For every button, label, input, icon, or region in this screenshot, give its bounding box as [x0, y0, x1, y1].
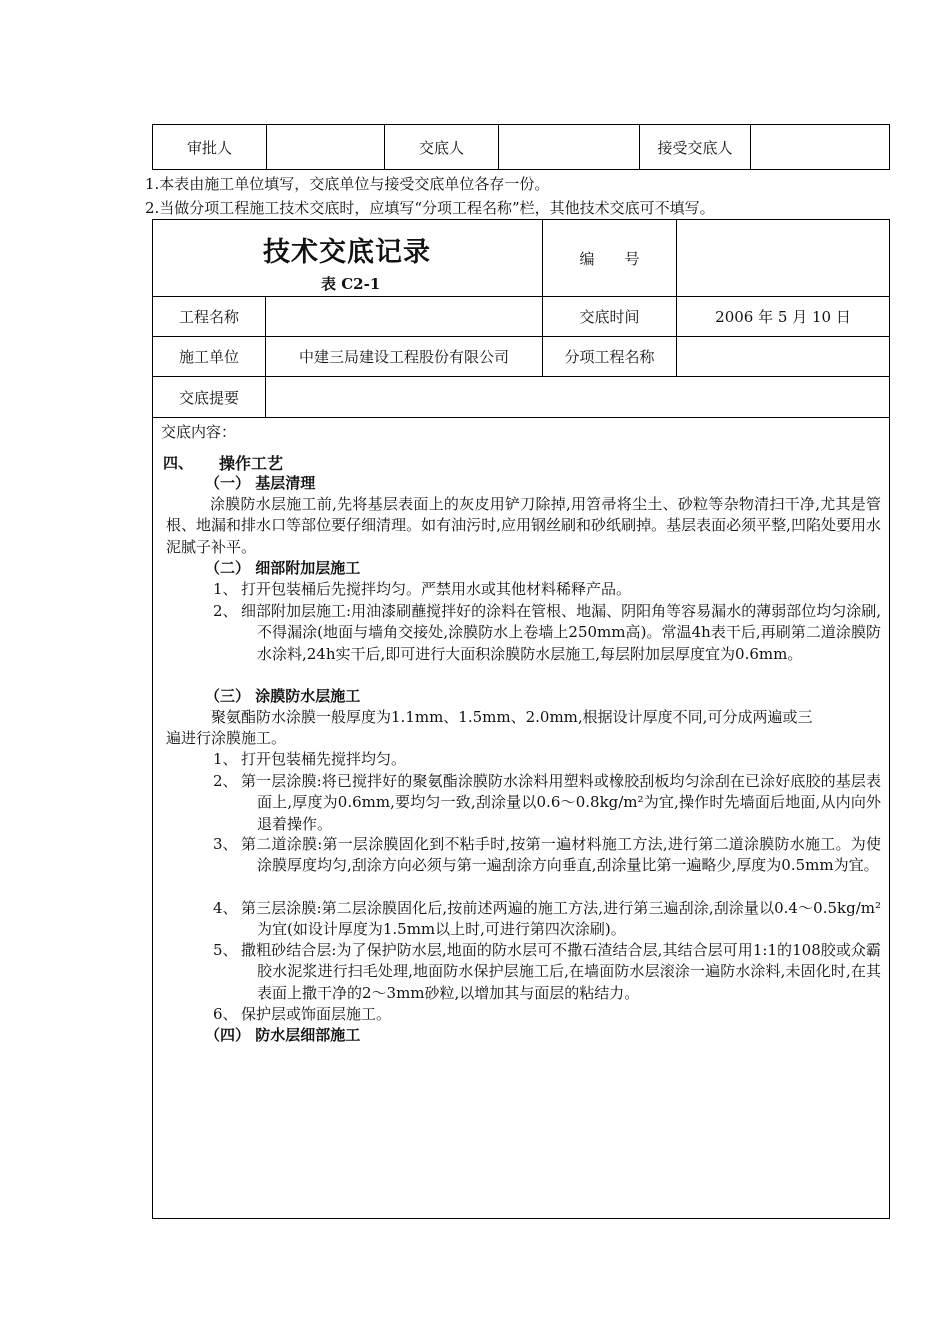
approver-value [267, 125, 385, 170]
subitem-value [677, 337, 890, 377]
list-item-number: 2、 [213, 772, 238, 790]
list-item-text: 第二道涂膜:第一层涂膜固化到不粘手时,按第一遍材料施工方法,进行第二道涂膜防水施工。为使涂膜厚度均匀,刮涂方向必须与第一遍刮涂方向垂直,刮涂量比第一遍略少,厚度为0.5mm为宜。 [241, 835, 881, 875]
signature-table [152, 124, 890, 170]
list-item [213, 601, 881, 665]
content-cell [153, 418, 890, 1219]
list-item [213, 749, 881, 770]
list-item-text: 细部附加层施工:用油漆刷蘸搅拌好的涂料在管根、地漏、阴阳角等容易漏水的薄弱部位均匀涂刷,不得漏涂(地面与墙角交接处,涂膜防水上卷墙上250mm高)。常温4h表干后,再刷第二道涂膜防水涂料,24h实干后,即可进行大面积涂膜防水层施工,每层附加层厚度宜为0.6mm。 [241, 602, 881, 663]
approver-label: 审批人 [153, 125, 267, 170]
subsection-4-title: （四） 防水层细部施工 [205, 1026, 361, 1044]
list-item [213, 940, 881, 1004]
number-label: 编 号 [543, 220, 677, 297]
subsection-2-title: （二） 细部附加层施工 [205, 559, 361, 577]
discloser-value [499, 125, 640, 170]
summary-value [266, 377, 890, 418]
list-item-text: 保护层或饰面层施工。 [241, 1005, 392, 1023]
content-label: 交底内容： [161, 423, 237, 441]
date-label: 交底时间 [543, 297, 677, 337]
list-item [213, 771, 881, 835]
list-item-number: 5、 [213, 941, 238, 959]
form-number: 表 C2-1 [321, 275, 381, 293]
subsection-1-paragraph: 涂膜防水层施工前,先将基层表面上的灰皮用铲刀除掉,用笤帚将尘土、砂粒等杂物清扫干净,尤其是管根、地漏和排水口等部位要仔细清理。如有油污时,应用钢丝刷和砂纸刷掉。基层表面必须平整,凹陷处要用水泥腻子补平。 [166, 495, 881, 556]
list-item-text: 撒粗砂结合层:为了保护防水层,地面的防水层可不撒石渣结合层,其结合层可用1:1的108胶或众霸胶水泥浆进行扫毛处理,地面防水保护层施工后,在墙面防水层滚涂一遍防水涂料,未固化时,在其表面上撒干净的2～3mm砂粒,以增加其与面层的粘结力。 [241, 941, 881, 1002]
list-item [213, 834, 881, 877]
project-name-value [266, 297, 543, 337]
subsection-3-intro-line-2: 遍进行涂膜施工。 [166, 729, 287, 747]
contractor-label: 施工单位 [153, 337, 266, 377]
list-item [213, 1004, 881, 1025]
subsection-3-title: （三） 涂膜防水层施工 [205, 687, 361, 705]
list-item-text: 打开包装桶后先搅拌均匀。严禁用水或其他材料稀释产品。 [241, 580, 632, 598]
number-value [677, 220, 890, 297]
list-item-text: 第三层涂膜:第二层涂膜固化后,按前述两遍的施工方法,进行第三遍刮涂,刮涂量以0.4～0.5kg/m²为宜(如设计厚度为1.5mm以上时,可进行第四次涂刷)。 [241, 899, 881, 939]
project-name-label: 工程名称 [153, 297, 266, 337]
summary-label: 交底提要 [153, 377, 266, 418]
date-value: 2006 年 5 月 10 日 [677, 297, 890, 337]
list-item [213, 579, 881, 600]
list-item-number: 2、 [213, 602, 238, 620]
list-item-number: 6、 [213, 1005, 238, 1023]
discloser-label: 交底人 [385, 125, 499, 170]
section-number: 四、 [163, 454, 194, 472]
contractor-value: 中建三局建设工程股份有限公司 [266, 337, 543, 377]
list-item-number: 3、 [213, 835, 238, 853]
list-item [213, 898, 881, 941]
list-item-number: 4、 [213, 899, 238, 917]
form-title: 技术交底记录 [263, 237, 431, 268]
disclosure-form [152, 219, 890, 1219]
list-item-text: 打开包装桶先搅拌均匀。 [241, 750, 407, 768]
list-item-text: 第一层涂膜:将已搅拌好的聚氨酯涂膜防水涂料用塑料或橡胶刮板均匀涂刮在已涂好底胶的基层表面上,厚度为0.6mm,要均匀一致,刮涂量以0.6～0.8kg/m²为宜,操作时先墙面后地面,从内向外退着操作。 [241, 772, 881, 833]
subsection-3-intro-line-1: 聚氨酯防水涂膜一般厚度为1.1mm、1.5mm、2.0mm,根据设计厚度不同,可分成两遍或三 [211, 708, 813, 726]
note-2: 2.当做分项工程施工技术交底时，应填写“分项工程名称”栏，其他技术交底可不填写。 [145, 199, 715, 217]
section-title: 操作工艺 [219, 454, 284, 473]
subitem-label: 分项工程名称 [543, 337, 677, 377]
receiver-label: 接受交底人 [640, 125, 751, 170]
list-item-number: 1、 [213, 750, 238, 768]
subsection-1-title: （一） 基层清理 [205, 474, 316, 492]
list-item-number: 1、 [213, 580, 238, 598]
receiver-value [751, 125, 890, 170]
note-1: 1.本表由施工单位填写，交底单位与接受交底单位各存一份。 [145, 175, 550, 193]
title-cell [153, 220, 543, 297]
